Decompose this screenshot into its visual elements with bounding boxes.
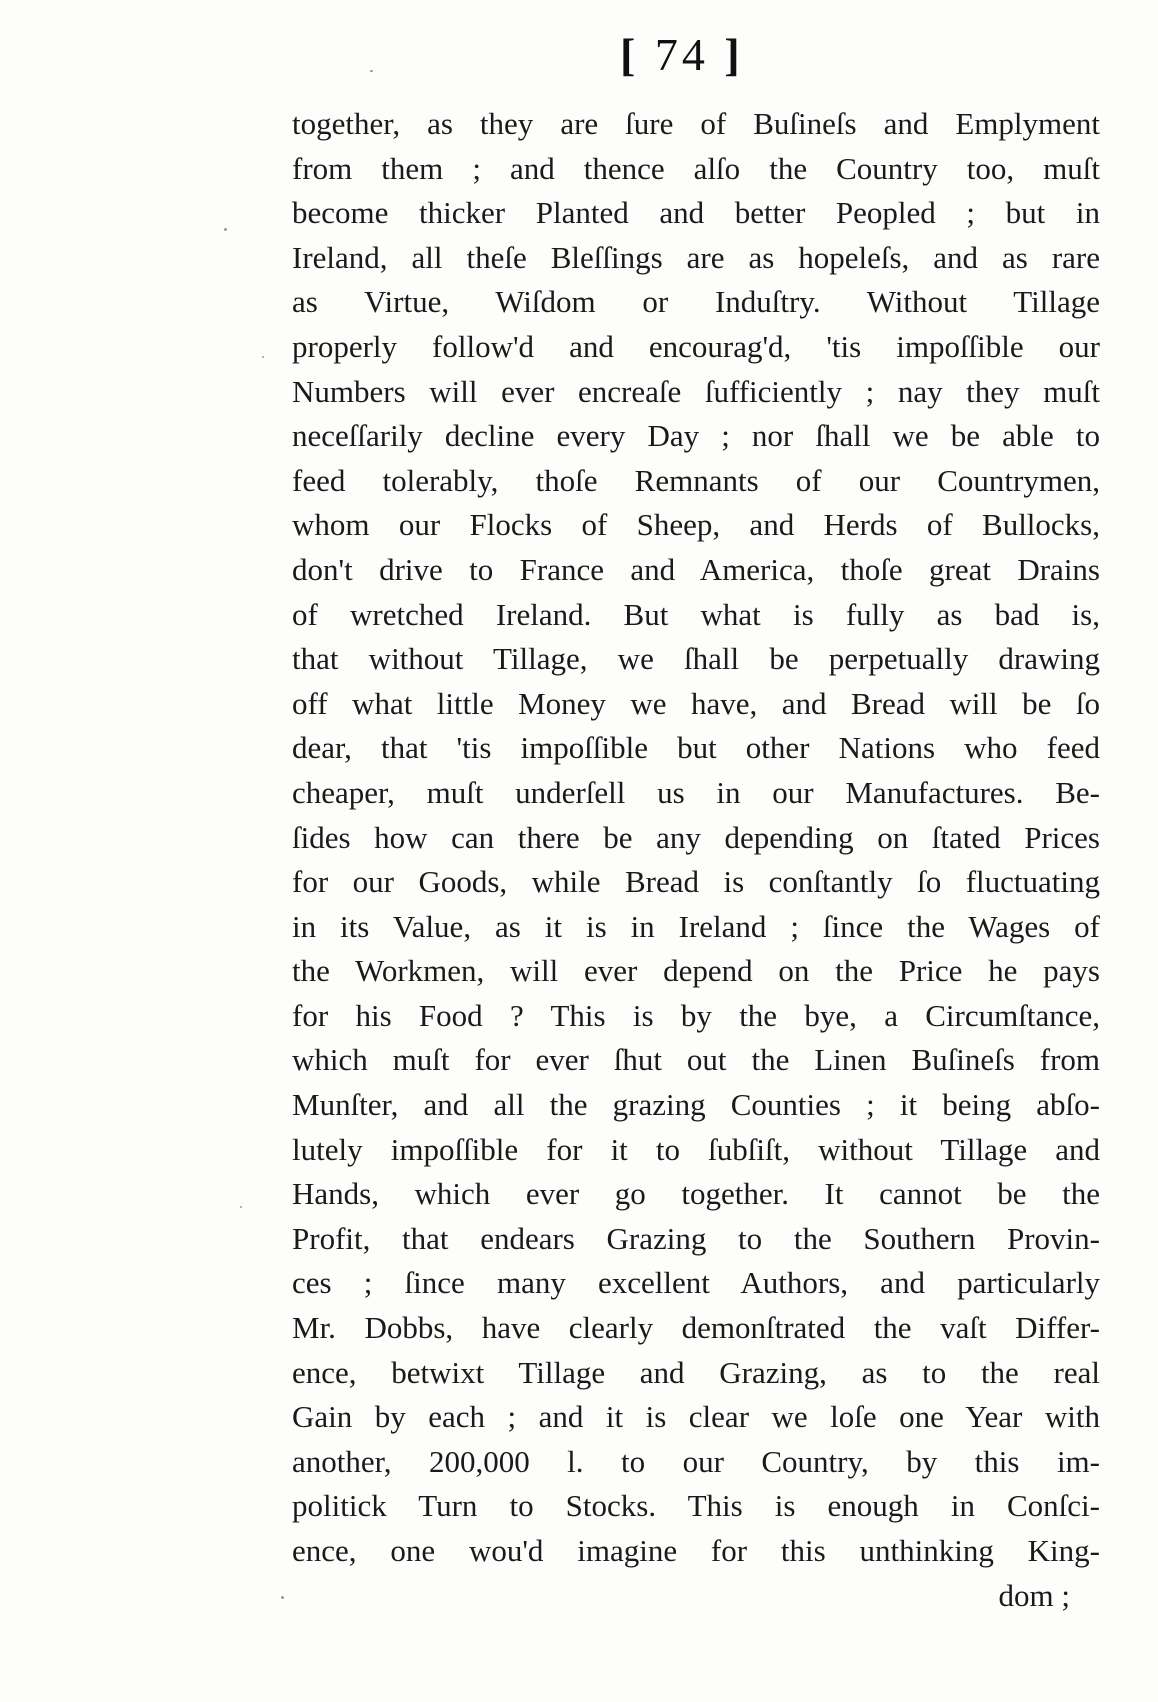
text-line: whom our Flocks of Sheep, and Herds of Bullocks, — [292, 507, 1100, 543]
text-line: ence, betwixt Tillage and Grazing, as to the real — [292, 1354, 1100, 1390]
body-text — [292, 102, 1100, 1618]
text-line: from them ; and thence alſo the Country too, muſt — [292, 150, 1100, 186]
text-line: Mr. Dobbs, have clearly demonſtrated the vaſt Differ- — [292, 1310, 1100, 1346]
text-line: Numbers will ever encreaſe ſufficiently ; nay they muſt — [292, 373, 1100, 409]
text-line: for his Food ? This is by the bye, a Circumſtance, — [292, 997, 1100, 1033]
text-line: Ireland, all theſe Bleſſings are as hopeleſs, and as rare — [292, 239, 1100, 275]
text-line: as Virtue, Wiſdom or Induſtry. Without Tillage — [292, 284, 1100, 320]
text-line: cheaper, muſt underſell us in our Manufactures. Be- — [292, 774, 1100, 810]
text-line: ence, one wou'd imagine for this unthinking King- — [292, 1533, 1100, 1568]
text-line: politick Turn to Stocks. This is enough in Conſci- — [292, 1488, 1100, 1524]
text-line: Gain by each ; and it is clear we loſe one Year with — [292, 1399, 1100, 1435]
text-line: Hands, which ever go together. It cannot be the — [292, 1176, 1100, 1212]
text-line: in its Value, as it is in Ireland ; ſince the Wages of — [292, 908, 1100, 944]
text-line: lutely impoſſible for it to ſubſiſt, without Tillage and — [292, 1131, 1100, 1167]
text-line: dear, that 'tis impoſſible but other Nations who feed — [292, 730, 1100, 766]
paper-speck — [240, 1206, 242, 1208]
text-line: don't drive to France and America, thoſe great Drains — [292, 551, 1100, 587]
text-line: for our Goods, while Bread is conſtantly ſo fluctuating — [292, 864, 1100, 900]
text-line: together, as they are ſure of Buſineſs and Emplyment — [292, 106, 1100, 141]
text-line: the Workmen, will ever depend on the Price he pays — [292, 953, 1100, 989]
bracket-open: [ — [620, 29, 640, 80]
text-line: ſides how can there be any depending on ſtated Prices — [292, 819, 1100, 855]
paper-speck — [262, 356, 264, 358]
paper-speck — [370, 70, 373, 72]
page-number-header — [620, 28, 744, 81]
text-line: feed tolerably, thoſe Remnants of our Countrymen, — [292, 462, 1100, 498]
paper-speck — [281, 1596, 284, 1599]
bracket-close: ] — [724, 29, 744, 80]
text-line: which muſt for ever ſhut out the Linen Buſineſs from — [292, 1042, 1100, 1078]
text-line: ces ; ſince many excellent Authors, and particularly — [292, 1265, 1100, 1301]
text-line: properly follow'd and encourag'd, 'tis impoſſible our — [292, 328, 1100, 364]
catchword: dom ; — [998, 1577, 1070, 1613]
text-line: off what little Money we have, and Bread will be ſo — [292, 685, 1100, 721]
paper-speck — [224, 228, 227, 231]
text-line: Munſter, and all the grazing Counties ; it being abſo- — [292, 1087, 1100, 1123]
text-line: that without Tillage, we ſhall be perpetually drawing — [292, 641, 1100, 677]
text-line: become thicker Planted and better Peopled ; but in — [292, 195, 1100, 231]
page-number: 74 — [654, 29, 709, 80]
text-line: of wretched Ireland. But what is fully as bad is, — [292, 596, 1100, 632]
text-line: Profit, that endears Grazing to the Southern Provin- — [292, 1220, 1100, 1256]
text-line: another, 200,000 l. to our Country, by this im- — [292, 1443, 1100, 1479]
text-line: neceſſarily decline every Day ; nor ſhall we be able to — [292, 418, 1100, 454]
